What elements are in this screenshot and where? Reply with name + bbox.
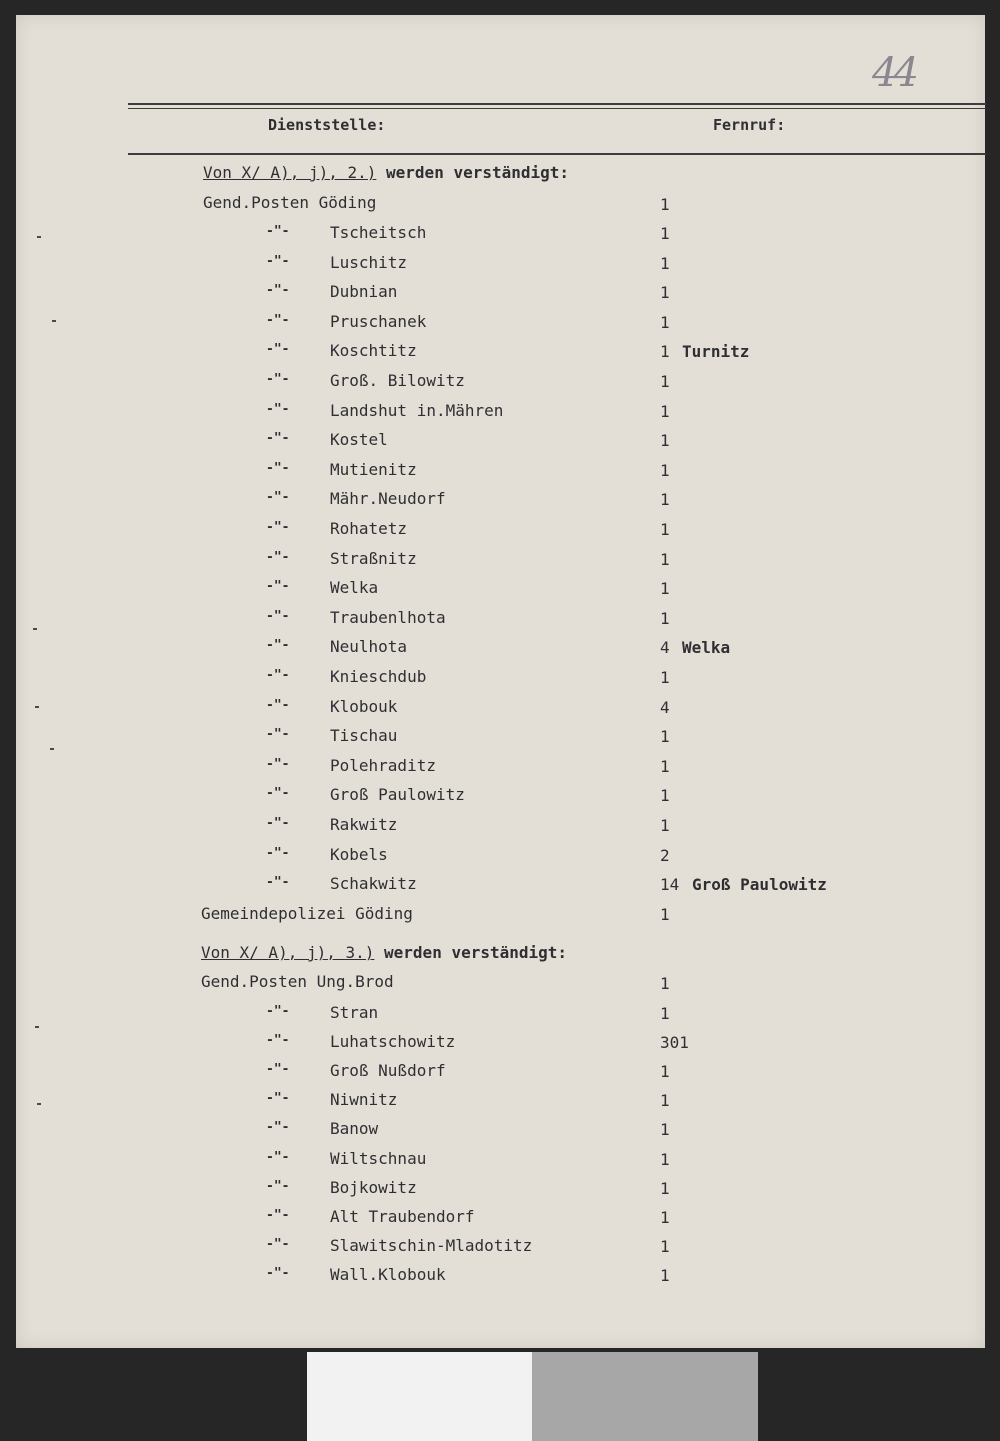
section1-heading-ref: Von X/ A), j), 2.) bbox=[203, 163, 377, 182]
phone-column-label: Fernruf: bbox=[713, 116, 786, 134]
place-name: Wiltschnau bbox=[330, 1148, 427, 1168]
header-rule-bottom bbox=[128, 153, 986, 155]
place-name: Klobouk bbox=[330, 696, 398, 716]
phone-number: 1 bbox=[660, 460, 670, 480]
place-name: Luschitz bbox=[330, 252, 408, 272]
ditto-mark: -"- bbox=[266, 1004, 290, 1019]
place-name: Stran bbox=[330, 1003, 379, 1022]
place-name: Straßnitz bbox=[330, 548, 417, 568]
phone-number: 14 bbox=[660, 875, 680, 895]
place-name: Niwnitz bbox=[330, 1090, 398, 1110]
punch-mark bbox=[50, 748, 54, 750]
office-column-label: Dienststelle: bbox=[268, 116, 386, 134]
section2-heading bbox=[201, 944, 567, 962]
punch-mark bbox=[37, 236, 41, 238]
ditto-mark: -"- bbox=[266, 816, 290, 831]
ditto-mark: -"- bbox=[266, 1149, 290, 1165]
phone-number: 301 bbox=[660, 1033, 689, 1053]
phone-note: Welka bbox=[682, 638, 731, 658]
place-name: Polehraditz bbox=[330, 755, 436, 775]
place-name: Slawitschin-Mladotitz bbox=[330, 1235, 533, 1255]
section2-heading-ref: Von X/ A), j), 3.) bbox=[201, 943, 375, 962]
ditto-mark: -"- bbox=[266, 1062, 290, 1078]
ditto-mark: -"- bbox=[266, 283, 290, 299]
place-name: Koschtitz bbox=[330, 341, 417, 361]
place-name: Groß. Bilowitz bbox=[330, 371, 465, 390]
phone-number: 1 bbox=[660, 756, 670, 776]
ditto-mark: -"- bbox=[266, 253, 290, 269]
place-name: Groß Nußdorf bbox=[330, 1061, 446, 1081]
ditto-mark: -"- bbox=[266, 312, 290, 328]
place-name: Alt Traubendorf bbox=[330, 1206, 475, 1226]
phone-number: 1 bbox=[660, 431, 670, 451]
place-name: Dubnian bbox=[330, 282, 398, 302]
section2-first-label: Gend.Posten Ung.Brod bbox=[201, 972, 394, 991]
section1-first-label: Gend.Posten Göding bbox=[203, 193, 377, 212]
phone-number: 1 bbox=[660, 1149, 670, 1169]
phone-number: 4 bbox=[660, 638, 670, 658]
punch-mark bbox=[37, 1103, 41, 1105]
phone-number: 1 bbox=[660, 1178, 670, 1198]
section1-last-label: Gemeindepolizei Göding bbox=[201, 904, 413, 923]
ditto-mark: -"- bbox=[266, 490, 290, 506]
place-name: Traubenlhota bbox=[330, 607, 446, 627]
section2-first-phone: 1 bbox=[660, 974, 670, 993]
phone-number: 1 bbox=[660, 224, 670, 243]
punch-mark bbox=[35, 706, 39, 708]
section1-heading bbox=[203, 164, 569, 182]
place-name: Kobels bbox=[330, 844, 388, 864]
place-name: Schakwitz bbox=[330, 874, 417, 894]
ditto-mark: -"- bbox=[266, 1120, 290, 1136]
ditto-mark: -"- bbox=[266, 579, 290, 595]
phone-number: 1 bbox=[660, 816, 670, 835]
place-name: Rakwitz bbox=[330, 815, 398, 834]
ditto-mark: -"- bbox=[266, 845, 290, 861]
ditto-mark: -"- bbox=[266, 608, 290, 624]
place-name: Knieschdub bbox=[330, 667, 427, 686]
ditto-mark: -"- bbox=[266, 460, 290, 476]
ditto-mark: -"- bbox=[266, 697, 290, 713]
ditto-mark: -"- bbox=[266, 1033, 290, 1049]
document-page bbox=[16, 15, 985, 1348]
phone-number: 1 bbox=[660, 490, 670, 510]
phone-number: 1 bbox=[660, 1091, 670, 1111]
ditto-mark: -"- bbox=[266, 342, 290, 358]
phone-number: 4 bbox=[660, 697, 670, 717]
ditto-mark: -"- bbox=[266, 224, 290, 239]
folio-number: 44 bbox=[872, 50, 915, 96]
ditto-mark: -"- bbox=[266, 1178, 290, 1194]
phone-number: 2 bbox=[660, 845, 670, 865]
phone-number: 1 bbox=[660, 520, 670, 539]
header-rule-top-thin bbox=[128, 108, 986, 109]
phone-number: 1 bbox=[660, 253, 670, 273]
place-name: Tischau bbox=[330, 726, 398, 746]
place-name: Mähr.Neudorf bbox=[330, 489, 446, 509]
place-name: Pruschanek bbox=[330, 311, 427, 331]
punch-mark bbox=[33, 628, 37, 630]
ditto-mark: -"- bbox=[266, 520, 290, 535]
punch-mark bbox=[35, 1026, 39, 1028]
place-name: Neulhota bbox=[330, 637, 408, 657]
section1-first-phone: 1 bbox=[660, 195, 670, 214]
phone-number: 1 bbox=[660, 1004, 670, 1023]
phone-number: 1 bbox=[660, 372, 670, 391]
phone-number: 1 bbox=[660, 608, 670, 628]
white-reference-card bbox=[307, 1352, 532, 1441]
phone-number: 1 bbox=[660, 1236, 670, 1256]
section1-last-phone: 1 bbox=[660, 905, 670, 924]
ditto-mark: -"- bbox=[266, 786, 290, 802]
punch-mark bbox=[52, 320, 56, 322]
phone-number: 1 bbox=[660, 786, 670, 806]
place-name: Luhatschowitz bbox=[330, 1032, 456, 1052]
section1-heading-rest: werden verständigt: bbox=[376, 163, 570, 182]
phone-number: 1 bbox=[660, 579, 670, 599]
phone-number: 1 bbox=[660, 727, 670, 747]
place-name: Landshut in.Mähren bbox=[330, 400, 504, 420]
place-name: Wall.Klobouk bbox=[330, 1264, 446, 1284]
section2-heading-rest: werden verständigt: bbox=[374, 943, 568, 962]
phone-number: 1 bbox=[660, 668, 670, 687]
ditto-mark: -"- bbox=[266, 401, 290, 417]
ditto-mark: -"- bbox=[266, 727, 290, 743]
place-name: Banow bbox=[330, 1119, 379, 1139]
phone-note: Turnitz bbox=[682, 342, 750, 362]
ditto-mark: -"- bbox=[266, 1207, 290, 1223]
phone-number: 1 bbox=[660, 283, 670, 303]
phone-number: 1 bbox=[660, 1207, 670, 1227]
phone-note: Groß Paulowitz bbox=[692, 875, 827, 895]
ditto-mark: -"- bbox=[266, 1265, 290, 1281]
ditto-mark: -"- bbox=[266, 431, 290, 447]
ditto-mark: -"- bbox=[266, 638, 290, 654]
phone-number: 1 bbox=[660, 401, 670, 421]
phone-number: 1 bbox=[660, 312, 670, 332]
place-name: Mutienitz bbox=[330, 459, 417, 479]
ditto-mark: -"- bbox=[266, 756, 290, 772]
place-name: Groß Paulowitz bbox=[330, 785, 465, 805]
ditto-mark: -"- bbox=[266, 1091, 290, 1107]
phone-number: 1 bbox=[660, 549, 670, 569]
header-rule-top bbox=[128, 103, 986, 105]
ditto-mark: -"- bbox=[266, 372, 290, 387]
phone-number: 1 bbox=[660, 1062, 670, 1082]
phone-number: 1 bbox=[660, 342, 670, 362]
ditto-mark: -"- bbox=[266, 875, 290, 891]
place-name: Kostel bbox=[330, 430, 388, 450]
phone-number: 1 bbox=[660, 1120, 670, 1140]
ditto-mark: -"- bbox=[266, 668, 290, 683]
gray-reference-card bbox=[532, 1352, 758, 1441]
phone-number: 1 bbox=[660, 1265, 670, 1285]
place-name: Welka bbox=[330, 578, 379, 598]
place-name: Bojkowitz bbox=[330, 1177, 417, 1197]
ditto-mark: -"- bbox=[266, 549, 290, 565]
place-name: Rohatetz bbox=[330, 519, 408, 538]
place-name: Tscheitsch bbox=[330, 223, 427, 242]
ditto-mark: -"- bbox=[266, 1236, 290, 1252]
